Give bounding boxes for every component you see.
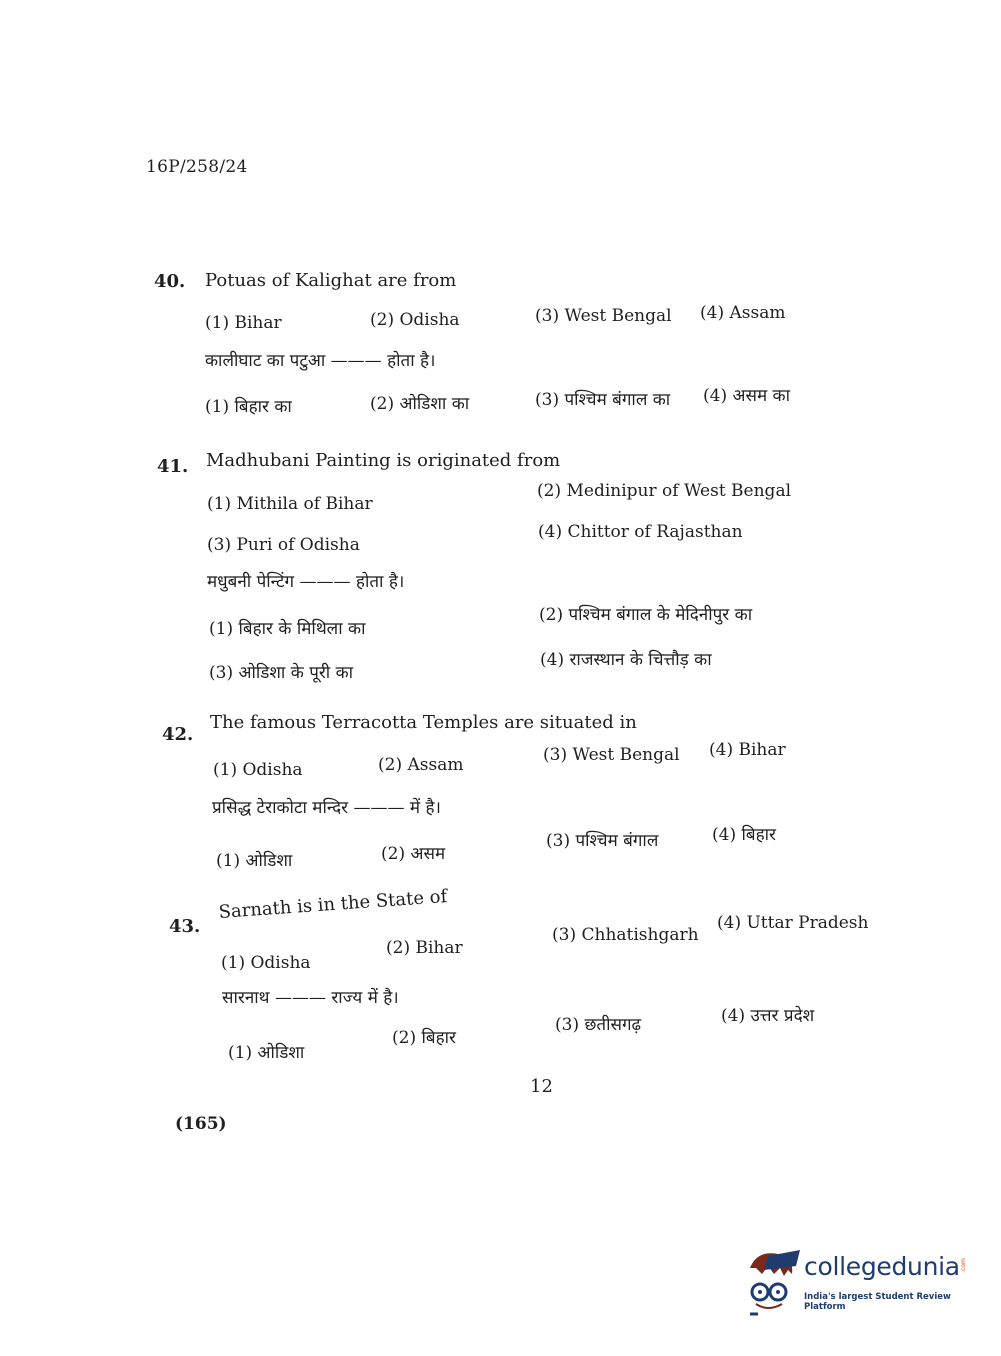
- paper-code: 16P/258/24: [146, 157, 248, 177]
- brand-tagline: India's largest Student Review Platform: [804, 1292, 951, 1312]
- hindi-option: (4) उत्तर प्रदेश: [721, 1006, 815, 1026]
- question-text: Sarnath is in the State of: [218, 886, 448, 923]
- hindi-question-text: प्रसिद्ध टेराकोटा मन्दिर ——— में है।: [212, 798, 441, 818]
- brand-suffix: .com: [959, 1258, 967, 1273]
- hindi-option: (3) छतीसगढ़: [555, 1015, 642, 1035]
- hindi-option: (1) बिहार के मिथिला का: [209, 619, 366, 639]
- footer-code: (165): [175, 1114, 227, 1134]
- hindi-option: (1) ओडिशा: [228, 1043, 305, 1063]
- hindi-option: (2) पश्चिम बंगाल के मेदिनीपुर का: [539, 605, 753, 625]
- brand-name: collegedunia: [804, 1252, 960, 1281]
- hindi-option: (4) राजस्थान के चित्तौड़ का: [540, 650, 712, 670]
- option: (3) Puri of Odisha: [207, 535, 360, 555]
- page-number: 12: [530, 1076, 553, 1097]
- option: (4) Chittor of Rajasthan: [538, 522, 743, 542]
- option: (1) Odisha: [221, 953, 311, 973]
- option: (1) Bihar: [205, 313, 282, 333]
- option: (1) Mithila of Bihar: [207, 494, 373, 514]
- hindi-question-text: कालीघाट का पटुआ ——— होता है।: [205, 351, 436, 371]
- question-number: 43.: [169, 916, 201, 937]
- hindi-option: (4) बिहार: [712, 825, 776, 845]
- option: (3) Chhatishgarh: [552, 925, 699, 945]
- question-text: Madhubani Painting is originated from: [206, 450, 561, 471]
- mascot-icon: [742, 1248, 802, 1318]
- option: (2) Assam: [378, 755, 464, 775]
- option: (2) Medinipur of West Bengal: [537, 481, 792, 501]
- hindi-option: (2) बिहार: [392, 1028, 456, 1048]
- option: (4) Uttar Pradesh: [717, 913, 869, 933]
- hindi-option: (2) असम: [381, 844, 446, 864]
- option: (3) West Bengal: [535, 306, 672, 326]
- question-number: 42.: [162, 724, 194, 745]
- question-text: Potuas of Kalighat are from: [205, 270, 457, 291]
- hindi-option: (4) असम का: [703, 386, 790, 406]
- hindi-option: (2) ओडिशा का: [370, 394, 470, 414]
- option: (4) Bihar: [709, 740, 786, 760]
- question-number: 40.: [154, 271, 186, 292]
- hindi-option: (3) पश्चिम बंगाल: [546, 831, 659, 851]
- collegedunia-logo: [742, 1248, 972, 1318]
- option: (2) Bihar: [386, 938, 463, 958]
- question-number: 41.: [157, 456, 189, 477]
- option: (4) Assam: [700, 303, 786, 323]
- option: (2) Odisha: [370, 310, 460, 330]
- question-text: The famous Terracotta Temples are situated in: [210, 712, 637, 733]
- hindi-option: (3) पश्चिम बंगाल का: [535, 390, 671, 410]
- hindi-option: (3) ओडिशा के पूरी का: [209, 663, 354, 683]
- hindi-question-text: सारनाथ ——— राज्य में है।: [222, 988, 399, 1008]
- hindi-question-text: मधुबनी पेन्टिंग ——— होता है।: [207, 572, 405, 592]
- hindi-option: (1) बिहार का: [205, 397, 292, 417]
- hindi-option: (1) ओडिशा: [216, 851, 293, 871]
- option: (3) West Bengal: [543, 745, 680, 765]
- option: (1) Odisha: [213, 760, 303, 780]
